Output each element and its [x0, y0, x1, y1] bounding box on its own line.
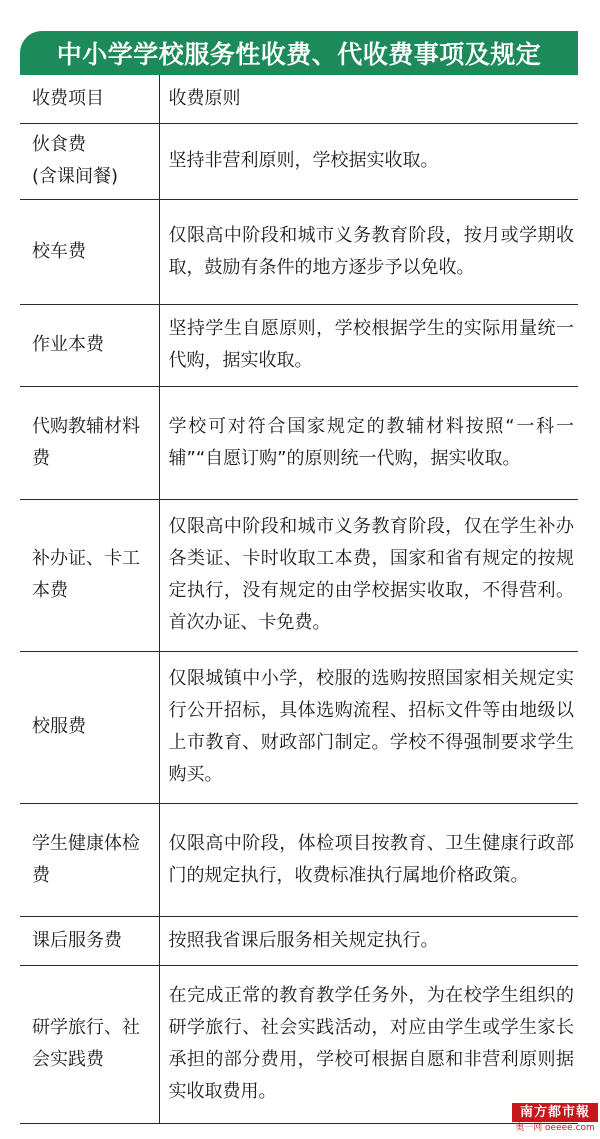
row-rule-meal: 坚持非营利原则，学校据实收取。	[159, 123, 578, 199]
table-row	[20, 916, 578, 965]
header-rule: 收费原则	[159, 75, 578, 123]
fee-table	[20, 75, 578, 1124]
row-rule-study-trip: 在完成正常的教育教学任务外，为在校学生组织的研学旅行、社会实践活动，对应由学生或学生家长承担的部分费用，学校可根据自愿和非营利原则据实收取费用。	[159, 965, 578, 1123]
row-item-workbook: 作业本费	[20, 304, 159, 386]
header-item: 收费项目	[20, 75, 159, 123]
table-row	[20, 123, 578, 199]
item-meal-line1: 伙食费	[32, 134, 86, 155]
row-rule-health: 仅限高中阶段，体检项目按教育、卫生健康行政部门的规定执行，收费标准执行属地价格政策。	[159, 803, 578, 916]
logo-brand: 南方都市報	[512, 1103, 598, 1122]
row-item-bus: 校车费	[20, 199, 159, 304]
table-row	[20, 199, 578, 304]
row-item-health: 学生健康体检费	[20, 803, 159, 916]
header-row	[20, 75, 578, 123]
item-meal-line2: (含课间餐)	[32, 166, 119, 187]
table-row	[20, 965, 578, 1123]
logo-site: 奥一网 oeeee.com	[515, 1123, 595, 1133]
row-item-card: 补办证、卡工本费	[20, 499, 159, 651]
row-item-afterschool: 课后服务费	[20, 916, 159, 965]
table-row	[20, 386, 578, 499]
row-item-study-trip: 研学旅行、社会实践费	[20, 965, 159, 1123]
newspaper-logo	[512, 1103, 598, 1135]
row-rule-tutorial: 学校可对符合国家规定的教辅材料按照“一科一辅”“自愿订购”的原则统一代购，据实收取。	[159, 386, 578, 499]
row-rule-workbook: 坚持学生自愿原则，学校根据学生的实际用量统一代购，据实收取。	[159, 304, 578, 386]
table-row	[20, 651, 578, 803]
table-row	[20, 803, 578, 916]
row-item-uniform: 校服费	[20, 651, 159, 803]
row-rule-uniform: 仅限城镇中小学，校服的选购按照国家相关规定实行公开招标，具体选购流程、招标文件等由地级以上市教育、财政部门制定。学校不得强制要求学生购买。	[159, 651, 578, 803]
row-item-meal	[20, 123, 159, 199]
table-title: 中小学学校服务性收费、代收费事项及规定	[20, 31, 578, 75]
table-row	[20, 499, 578, 651]
row-rule-afterschool: 按照我省课后服务相关规定执行。	[159, 916, 578, 965]
row-rule-bus: 仅限高中阶段和城市义务教育阶段，按月或学期收取，鼓励有条件的地方逐步予以免收。	[159, 199, 578, 304]
row-rule-card: 仅限高中阶段和城市义务教育阶段，仅在学生补办各类证、卡时收取工本费，国家和省有规定的按规定执行，没有规定的由学校据实收取，不得营利。首次办证、卡免费。	[159, 499, 578, 651]
row-item-tutorial: 代购教辅材料费	[20, 386, 159, 499]
table-row	[20, 304, 578, 386]
